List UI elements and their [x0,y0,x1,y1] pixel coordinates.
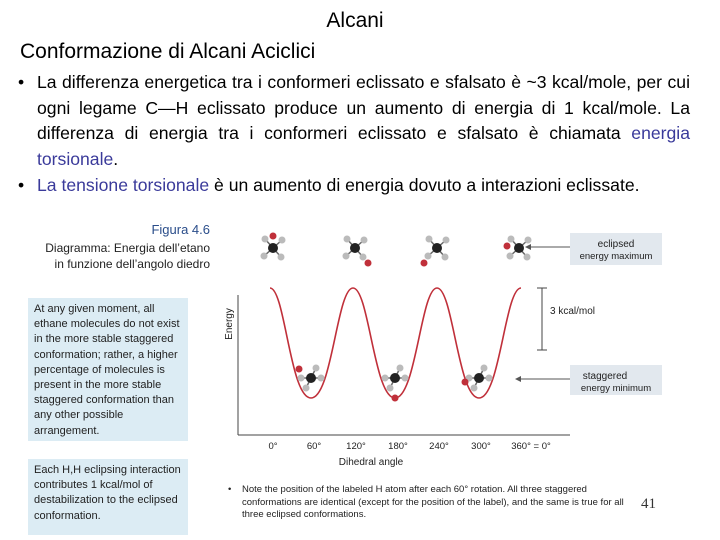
x-tick-label: 300° [471,441,491,452]
x-tick-label: 180° [388,441,408,452]
slide-subtitle: Conformazione di Alcani Aciclici [20,40,316,63]
x-tick-label: 0° [268,441,278,452]
barrier-label: 3 kcal/mol [550,306,596,317]
bullet-text-end: . [113,148,119,169]
arrow-head-icon [525,244,531,250]
staggered-sublabel: energy minimum [580,383,652,394]
page-number: 41 [641,496,656,512]
molecule-model-icon [382,365,409,402]
staggered-label: staggered [582,371,628,382]
bullet-text-end: è un aumento di energia dovuto a interazioni eclissate. [209,175,640,195]
molecule-model-icon [343,236,372,267]
title-text: Alcani [326,9,384,32]
bullet-highlight: energia torsionale [37,123,690,169]
figure-label: Figura 4.6 [151,222,210,237]
molecule-model-icon [261,233,286,261]
x-tick-label: 240° [429,441,449,452]
info-box-eclipsing: Each H,H eclipsing interaction contributes 1 kcal/mol of destabilization to the eclipsed conformation. [28,459,188,535]
molecule-model-icon [462,365,493,392]
x-axis-label: Dihedral angle [338,457,404,468]
bullet-item [18,70,690,172]
arrow-head-icon [515,376,521,382]
bullet-dot-icon: • [18,175,25,195]
figure-caption: Diagramma: Energia dell’etano in funzione dell’angolo diedro [45,241,210,271]
x-tick-label: 360° = 0° [511,441,551,452]
footnote-text: Note the position of the labeled H atom after each 60° rotation. All three staggered conformations are identical (except for the position of the label), and the same is true for all three eclipsed conformations. [242,484,624,520]
eclipsed-sublabel: energy maximum [579,251,653,262]
bullet-text: La differenza energetica tra i conformeri eclissato e sfalsato è ~3 kcal/mole, per cui ogni legame C—H eclissato produce un aumento di energia di 1 kcal/mole. La differenza di energia tra i conformeri eclissato e sfalsato è chiamata [37,72,690,143]
energy-diagram [205,220,670,470]
eclipsed-label: eclipsed [597,239,635,250]
bullet-list [18,70,690,199]
footnote [228,484,640,522]
info-box-staggered: At any given moment, all ethane molecules do not exist in the more stable staggered conformation; rather, a higher percentage of molecules is present in the more stable staggered conformation than any other possible arrangement. [28,298,188,441]
x-tick-label: 60° [306,441,322,452]
bullet-highlight: La tensione torsionale [37,175,210,195]
bullet-item [18,173,690,199]
molecule-model-icon [421,236,450,267]
y-axis-label: Energy [224,308,235,340]
bullet-dot-icon: • [228,484,232,495]
slide-title [0,9,720,33]
x-tick-label: 120° [346,441,366,452]
bullet-dot-icon: • [18,72,25,92]
